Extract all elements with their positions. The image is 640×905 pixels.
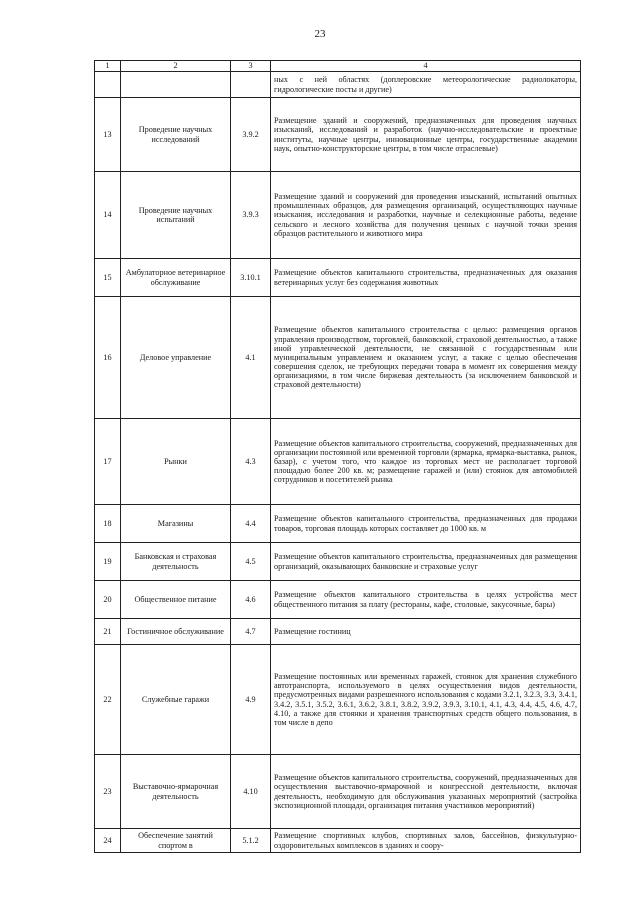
use-description: ных с ней областях (доплеровские метеорологические радиолокаторы, гидрологические посты и другие) [271,72,581,98]
table-row [95,581,581,619]
use-code: 5.1.2 [231,829,271,853]
table-row [95,72,581,98]
use-description: Размещение постоянных или временных гаражей, стоянок для хранения служебного автотранспорта, используемого в целях осуществления видов деятельности, предусмотренных видами разрешенного использования с кодами 3.2.1, 3.2.3, 3.3, 3.4.1, 3.4.2, 3.5.1, 3.5.2, 3.6.1, 3.6.2, 3.8.1, 3.8.2, 3.9.2, 3.9.3, 3.10.1, 4.1, 4.3, 4.4, 4.5, 4.6, 4.7, 4.10, а также для стоянки и хранения транспортных средств общего пользования, в том числе в депо [271,645,581,755]
use-name: Амбулаторное ветеринарное обслуживание [121,259,231,297]
use-name: Гостиничное обслуживание [121,619,231,645]
use-code: 4.10 [231,755,271,829]
page-number: 23 [314,28,326,40]
use-code [231,72,271,98]
use-code: 4.1 [231,297,271,419]
header-col-4: 4 [271,61,581,72]
use-name: Магазины [121,505,231,543]
table-row [95,619,581,645]
row-number: 18 [95,505,121,543]
table-row [95,505,581,543]
row-number: 21 [95,619,121,645]
row-number: 22 [95,645,121,755]
row-number: 15 [95,259,121,297]
use-code: 4.7 [231,619,271,645]
row-number: 23 [95,755,121,829]
table-row [95,543,581,581]
use-name: Проведение научных испытаний [121,172,231,259]
row-number: 14 [95,172,121,259]
use-description: Размещение объектов капитального строительства, сооружений, предназначенных для организации постоянной или временной торговли (ярмарка, ярмарка-выставка, рынок, базар), с учетом того, что каждое из торговых мест не располагает торговой площадью более 200 кв. м; размещение гаражей и (или) стоянок для автомобилей сотрудников и посетителей рынка [271,419,581,505]
table-row [95,755,581,829]
use-name: Обеспечение занятий спортом в [121,829,231,853]
use-code: 4.6 [231,581,271,619]
use-name: Выставочно-ярмарочная деятельность [121,755,231,829]
use-name: Служебные гаражи [121,645,231,755]
row-number: 19 [95,543,121,581]
use-description: Размещение зданий и сооружений, предназначенных для проведения научных изысканий, исследований и разработок (научно-исследовательские и проектные институты, научные центры, инновационные центры, государственные академии наук, опытно-конструкторские центры, в том числе отраслевые) [271,98,581,172]
row-number [95,72,121,98]
use-description: Размещение объектов капитального строительства в целях устройства мест общественного питания за плату (рестораны, кафе, столовые, закусочные, бары) [271,581,581,619]
use-name [121,72,231,98]
table-row [95,829,581,853]
use-description: Размещение объектов капитального строительства, предназначенных для оказания ветеринарных услуг без содержания животных [271,259,581,297]
use-description: Размещение спортивных клубов, спортивных залов, бассейнов, физкультурно-оздоровительных комплексов в зданиях и соору- [271,829,581,853]
header-col-2: 2 [121,61,231,72]
use-description: Размещение объектов капитального строительства, предназначенных для продажи товаров, торговая площадь которых составляет до 1000 кв. м [271,505,581,543]
table-row [95,259,581,297]
header-row [95,61,581,72]
use-name: Рынки [121,419,231,505]
table-row [95,419,581,505]
use-code: 3.9.3 [231,172,271,259]
land-use-table [94,60,581,853]
use-code: 4.5 [231,543,271,581]
row-number: 20 [95,581,121,619]
use-description: Размещение объектов капитального строительства с целью: размещения органов управления производством, торговлей, банковской, страховой деятельностью, а также иной управленческой деятельности, не связанной с государственным или муниципальным управлением и оказанием услуг, а также с целью обеспечения совершения сделок, не требующих передачи товара в момент их совершения между организациями, в том числе биржевая деятельность (за исключением банковской и страховой деятельности) [271,297,581,419]
use-name: Деловое управление [121,297,231,419]
table-row [95,645,581,755]
use-name: Проведение научных исследований [121,98,231,172]
use-description: Размещение зданий и сооружений для проведения изысканий, испытаний опытных промышленных образцов, для размещения организаций, осуществляющих научные изыскания, исследования и разработки, научные и селекционные работы, ведение сельского и лесного хозяйства для получения ценных с научной точки зрения образцов растительного и животного мира [271,172,581,259]
use-code: 3.10.1 [231,259,271,297]
use-name: Общественное питание [121,581,231,619]
header-col-3: 3 [231,61,271,72]
use-code: 4.9 [231,645,271,755]
row-number: 17 [95,419,121,505]
use-code: 4.4 [231,505,271,543]
table-row [95,98,581,172]
table-row [95,297,581,419]
row-number: 13 [95,98,121,172]
row-number: 24 [95,829,121,853]
use-description: Размещение гостиниц [271,619,581,645]
use-name: Банковская и страховая деятельность [121,543,231,581]
table-row [95,172,581,259]
use-description: Размещение объектов капитального строительства, предназначенных для размещения организаций, оказывающих банковские и страховые услуг [271,543,581,581]
use-code: 4.3 [231,419,271,505]
use-code: 3.9.2 [231,98,271,172]
row-number: 16 [95,297,121,419]
header-col-1: 1 [95,61,121,72]
use-description: Размещение объектов капитального строительства, сооружений, предназначенных для осуществления выставочно-ярмарочной и конгрессной деятельности, включая деятельность, необходимую для обслуживания указанных мероприятий (застройка экспозиционной площади, организация питания участников мероприятий) [271,755,581,829]
